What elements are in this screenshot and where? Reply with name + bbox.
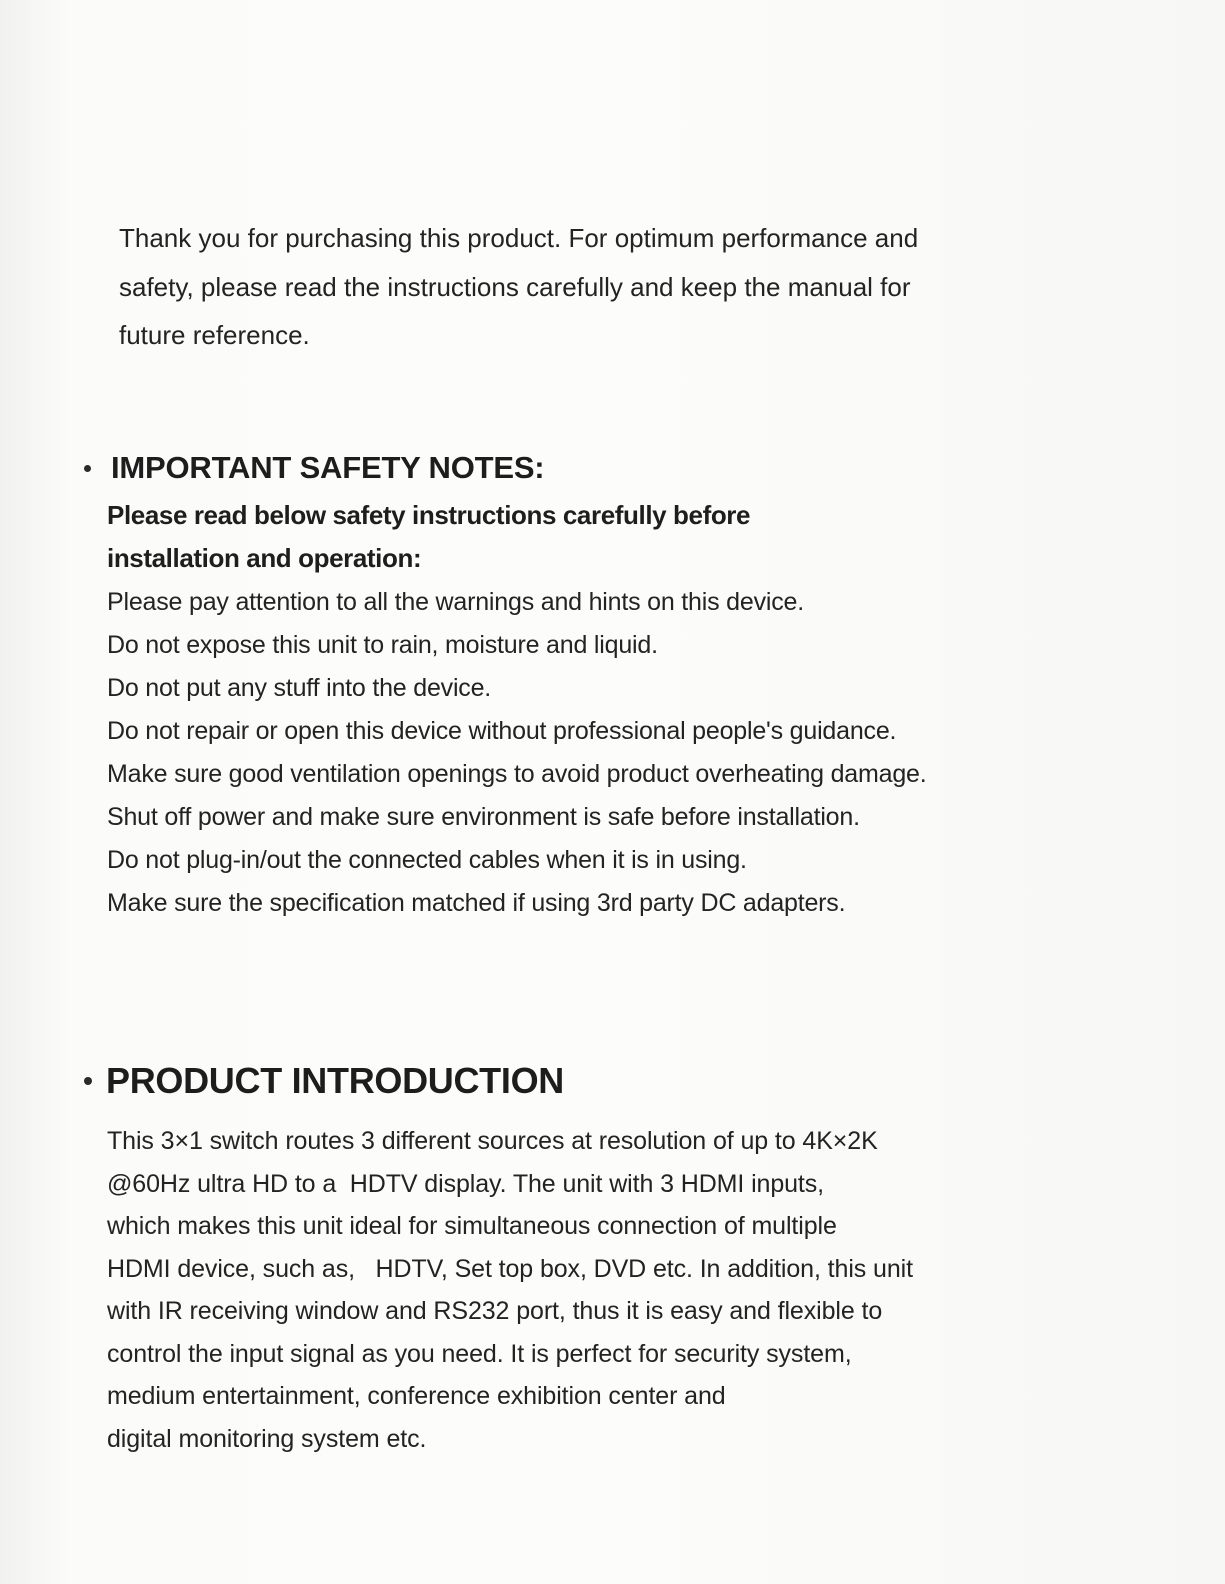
safety-subheading <box>107 494 750 580</box>
bullet-icon <box>84 1077 92 1085</box>
product-heading-text: PRODUCT INTRODUCTION <box>106 1060 564 1101</box>
product-intro-line: This 3×1 switch routes 3 different sources at resolution of up to 4K×2K <box>107 1127 878 1155</box>
product-intro-line: which makes this unit ideal for simultaneous connection of multiple <box>107 1212 837 1240</box>
product-intro-line: HDMI device, such as, HDTV, Set top box, DVD etc. In addition, this unit <box>107 1254 913 1283</box>
safety-note: Do not plug-in/out the connected cables when it is in using. <box>107 846 747 874</box>
product-intro-line: control the input signal as you need. It is perfect for security system, <box>107 1339 852 1368</box>
product-intro-line: medium entertainment, conference exhibition center and <box>107 1382 726 1410</box>
product-intro-line: with IR receiving window and RS232 port, thus it is easy and flexible to <box>107 1297 883 1325</box>
safety-heading-text: IMPORTANT SAFETY NOTES: <box>111 450 545 485</box>
intro-line: Thank you for purchasing this product. For optimum performance and <box>119 223 919 253</box>
intro-line: safety, please read the instructions carefully and keep the manual for <box>119 271 911 302</box>
intro-line: future reference. <box>119 320 310 350</box>
safety-subheading-line: installation and operation: <box>107 543 422 573</box>
safety-note: Make sure the specification matched if using 3rd party DC adapters. <box>107 889 846 917</box>
product-section-heading <box>84 1055 564 1107</box>
safety-note: Please pay attention to all the warnings and hints on this device. <box>107 588 804 616</box>
intro-paragraph <box>119 214 1079 360</box>
product-intro-paragraph <box>107 1120 913 1460</box>
safety-note: Do not put any stuff into the device. <box>107 674 492 702</box>
safety-note: Shut off power and make sure environment is safe before installation. <box>107 803 860 831</box>
safety-note: Make sure good ventilation openings to avoid product overheating damage. <box>107 760 927 788</box>
safety-note: Do not expose this unit to rain, moisture and liquid. <box>107 631 658 659</box>
safety-subheading-line: Please read below safety instructions carefully before <box>107 500 751 530</box>
product-intro-line: digital monitoring system etc. <box>107 1424 427 1453</box>
safety-section-heading <box>84 445 544 491</box>
safety-note: Do not repair or open this device without professional people's guidance. <box>107 717 897 745</box>
product-intro-line: @60Hz ultra HD to a HDTV display. The unit with 3 HDMI inputs, <box>107 1169 825 1198</box>
bullet-icon <box>84 465 91 472</box>
safety-notes-list <box>107 581 927 925</box>
